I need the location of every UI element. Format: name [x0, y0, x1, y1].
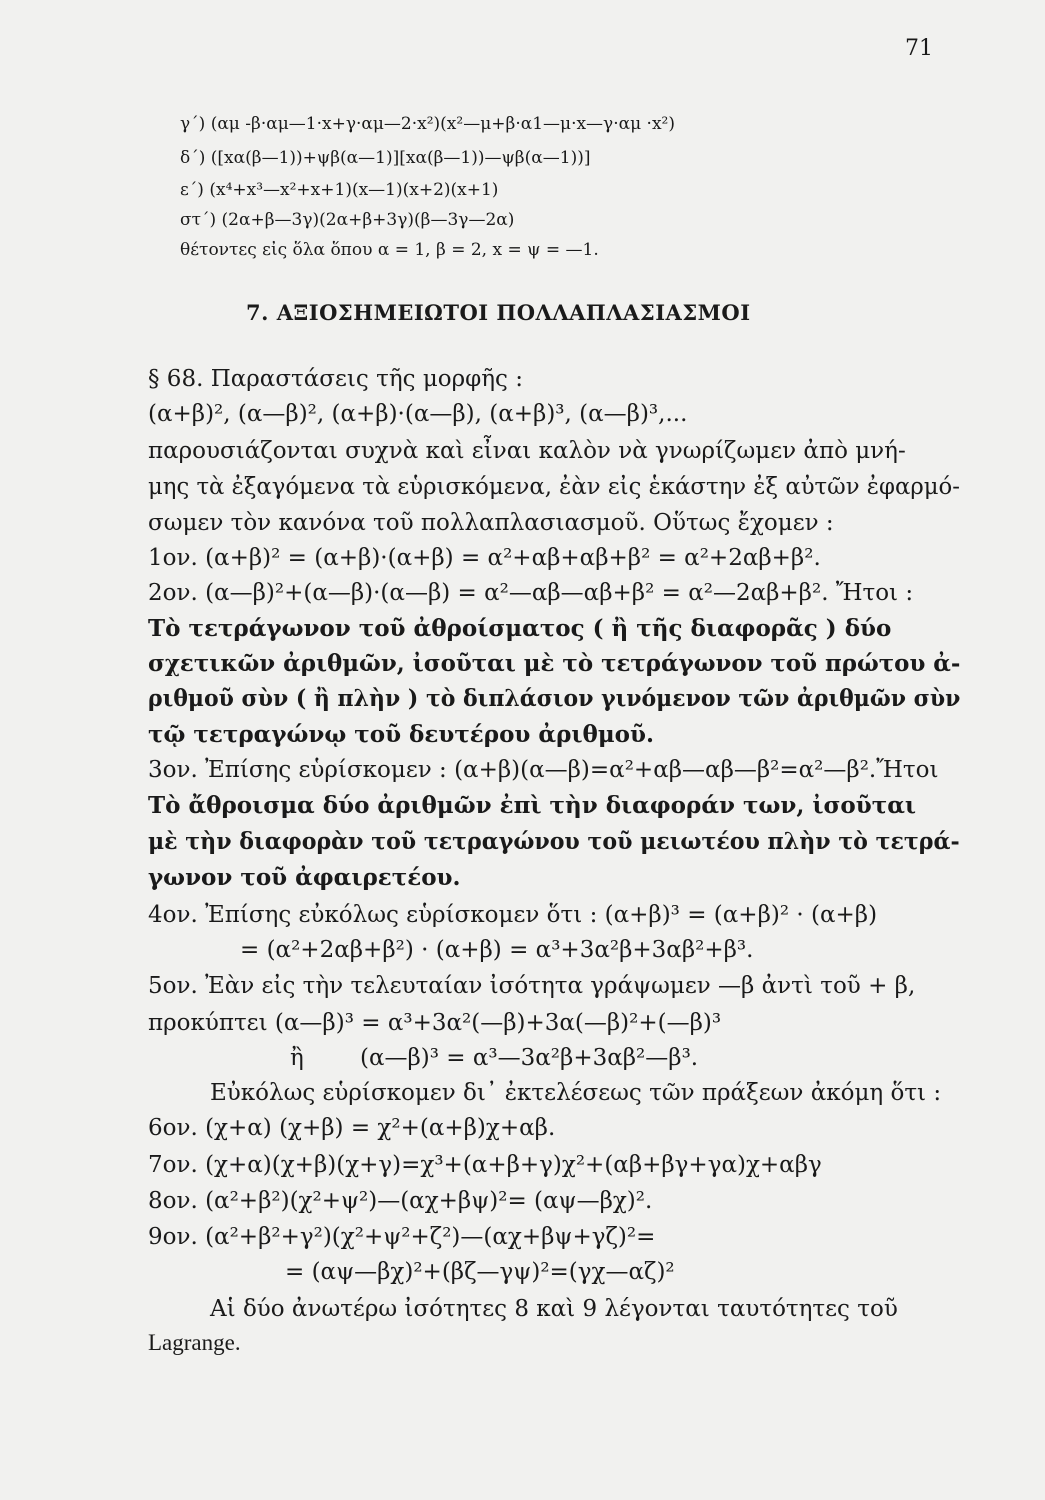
identity-2: 2ον. (α—β)²+(α—β)·(α—β) = α²—αβ—αβ+β² = α²—2αβ+β². Ἤτοι :	[148, 580, 914, 606]
rule-1-line: Τὸ τετράγωνον τοῦ ἀθροίσματος ( ἢ τῆς διαφορᾶς ) δύο	[148, 615, 892, 642]
or-word: ἢ	[290, 1045, 304, 1071]
rule-1-line: τῷ τετραγώνῳ τοῦ δευτέρου ἀριθμοῦ.	[148, 721, 654, 748]
closing-line: Αἱ δύο ἀνωτέρω ἰσότητες 8 καὶ 9 λέγονται ταυτότητες τοῦ	[210, 1296, 898, 1322]
rule-1-line: σχετικῶν ἀριθμῶν, ἰσοῦται μὲ τὸ τετράγωνον τοῦ πρώτου ἀ-	[148, 650, 961, 677]
rule-1-line: ριθμοῦ σὺν ( ἢ πλὴν ) τὸ διπλάσιον γινόμενον τῶν ἀριθμῶν σὺν	[148, 685, 961, 712]
identity-6: 6ον. (χ+α) (χ+β) = χ²+(α+β)χ+αβ.	[148, 1115, 556, 1141]
page-number: 71	[905, 36, 933, 61]
rule-2-line: γωνον τοῦ ἀφαιρετέου.	[148, 864, 461, 891]
exercise-delta: δ΄) ([xα(β—1))+ψβ(α—1)][xα(β—1))—ψβ(α—1))]	[180, 148, 591, 168]
text-line: παρουσιάζονται συχνὰ καὶ εἶναι καλὸν νὰ γνωρίζωμεν ἀπὸ μνή-	[148, 438, 906, 464]
identity-9: 9ον. (α²+β²+γ²)(χ²+ψ²+ζ²)—(αχ+βψ+γζ)²=	[148, 1224, 656, 1250]
exercise-st: στ΄) (2α+β—3γ)(2α+β+3γ)(β—3γ—2α)	[180, 210, 515, 230]
lagrange-word: Lagrange.	[148, 1330, 241, 1355]
identity-4: 4ον. Ἐπίσης εὐκόλως εὑρίσκομεν ὅτι : (α+β)³ = (α+β)² · (α+β)	[148, 902, 878, 928]
exercise-gamma: γ΄) (αμ -β·αμ—1·x+γ·αμ—2·x²)(x²—μ+β·α1—μ·x—γ·αμ ·x²)	[180, 114, 675, 134]
rule-2-line: μὲ τὴν διαφορὰν τοῦ τετραγώνου τοῦ μειωτέου πλὴν τὸ τετρά-	[148, 828, 960, 855]
exercise-epsilon: ε΄) (x⁴+x³—x²+x+1)(x—1)(x+2)(x+1)	[180, 180, 499, 200]
rule-2-line: Τὸ ἄθροισμα δύο ἀριθμῶν ἐπὶ τὴν διαφοράν των, ἰσοῦται	[148, 792, 917, 819]
identity-1: 1ον. (α+β)² = (α+β)·(α+β) = α²+αβ+αβ+β² = α²+2αβ+β².	[148, 545, 821, 571]
text-line: Εὐκόλως εὑρίσκομεν δι᾽ ἐκτελέσεως τῶν πράξεων ἀκόμη ὅτι :	[210, 1080, 942, 1106]
identity-8: 8ον. (α²+β²)(χ²+ψ²)—(αχ+βψ)²= (αψ—βχ)².	[148, 1188, 653, 1214]
section-heading: 7. ΑΞΙΟΣΗΜΕΙΩΤΟΙ ΠΟΛΛΑΠΛΑΣΙΑΣΜΟΙ	[246, 300, 751, 325]
identity-5: 5ον. Ἐὰν εἰς τὴν τελευταίαν ἰσότητα γράψωμεν —β ἀντὶ τοῦ + β,	[148, 973, 916, 999]
text-line: σωμεν τὸν κανόνα τοῦ πολλαπλασιασμοῦ. Οὕτως ἔχομεν :	[148, 510, 834, 536]
forms-line: (α+β)², (α—β)², (α+β)·(α—β), (α+β)³, (α—β)³,...	[148, 401, 688, 427]
paragraph-68-title: § 68. Παραστάσεις τῆς μορφῆς :	[148, 366, 523, 392]
identity-5-result: (α—β)³ = α³—3α²β+3αβ²—β³.	[360, 1045, 699, 1071]
identity-5-cont: προκύπτει (α—β)³ = α³+3α²(—β)+3α(—β)²+(—β)³	[148, 1010, 722, 1036]
identity-4-cont: = (α²+2αβ+β²) · (α+β) = α³+3α²β+3αβ²+β³.	[240, 937, 754, 963]
exercise-values: θέτοντες εἰς ὅλα ὅπου α = 1, β = 2, x = ψ = —1.	[180, 240, 599, 260]
identity-9-cont: = (αψ—βχ)²+(βζ—γψ)²=(γχ—αζ)²	[285, 1259, 675, 1285]
text-line: μης τὰ ἐξαγόμενα τὰ εὑρισκόμενα, ἐὰν εἰς ἑκάστην ἐξ αὐτῶν ἐφαρμό-	[148, 474, 960, 500]
identity-3: 3ον. Ἐπίσης εὑρίσκομεν : (α+β)(α—β)=α²+αβ—αβ—β²=α²—β².Ἤτοι	[148, 757, 939, 783]
identity-7: 7ον. (χ+α)(χ+β)(χ+γ)=χ³+(α+β+γ)χ²+(αβ+βγ+γα)χ+αβγ	[148, 1152, 822, 1178]
